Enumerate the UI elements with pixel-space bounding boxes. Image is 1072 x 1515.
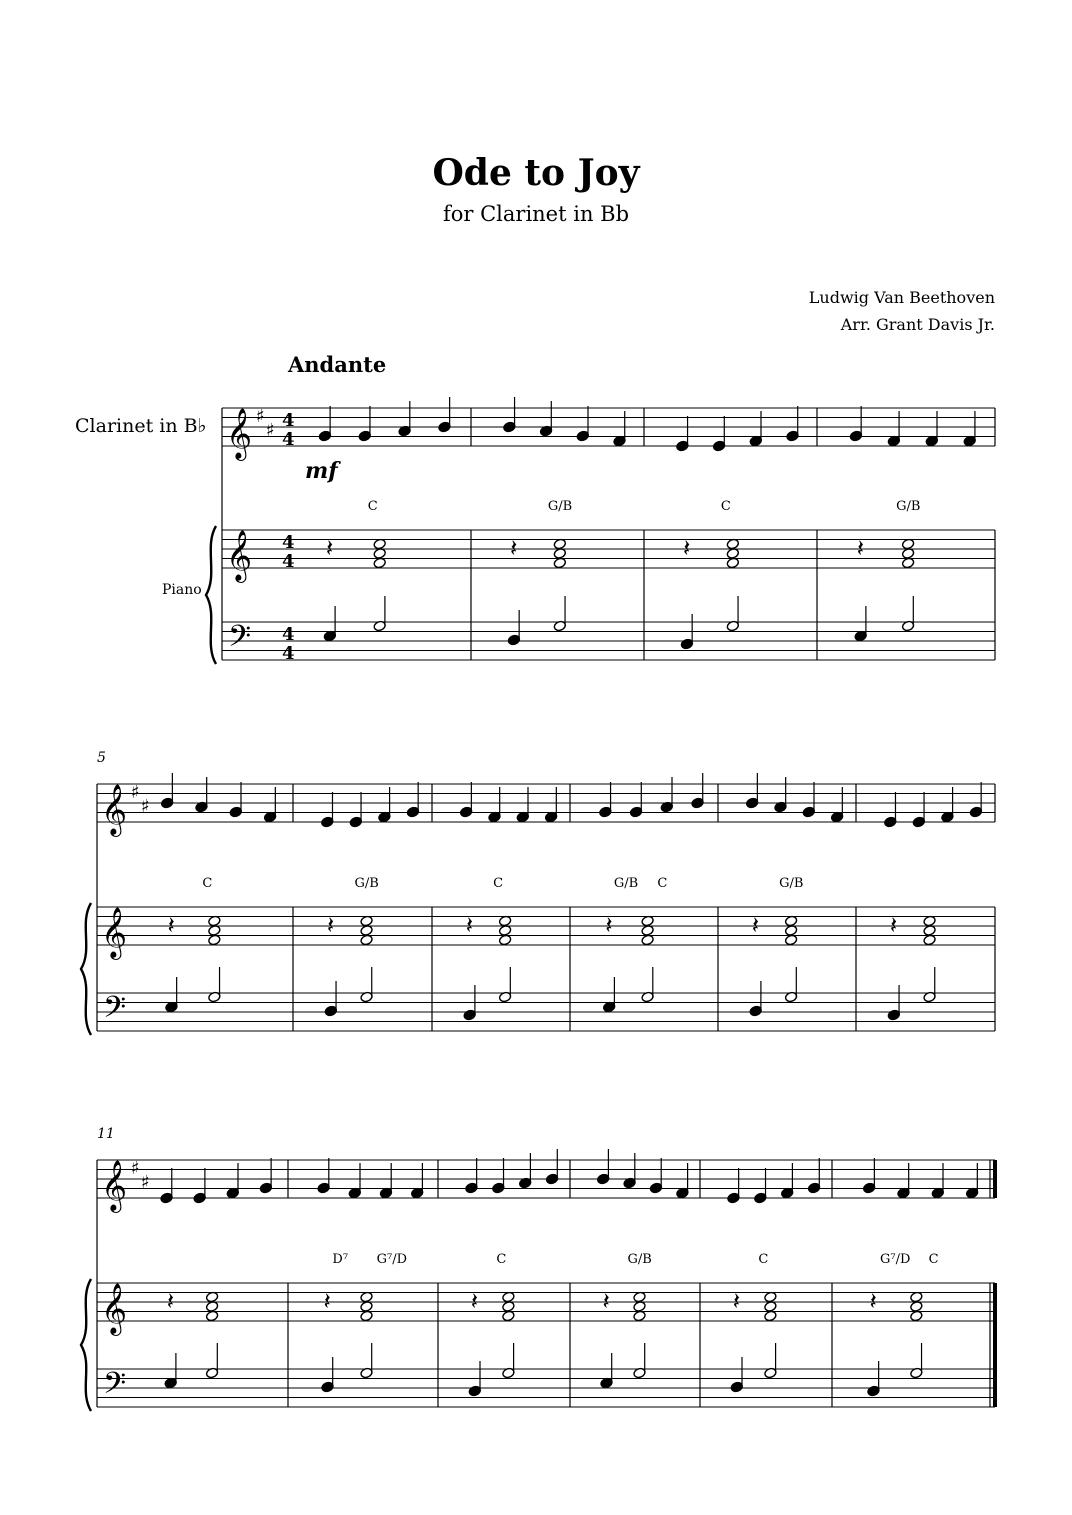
melody-note (492, 1158, 505, 1194)
measure-number: 11 (97, 1126, 115, 1142)
bass-note (165, 977, 178, 1013)
melody-note (379, 1163, 392, 1199)
melody-note (727, 1168, 740, 1204)
melody-note (226, 1163, 239, 1199)
final-barline (993, 1160, 997, 1198)
melody-note (774, 777, 787, 813)
melody-note (754, 1168, 767, 1204)
sharp-icon: ♯ (131, 782, 140, 803)
quarter-rest-icon: 𝄽 (732, 1287, 741, 1315)
quarter-rest-icon: 𝄽 (166, 1287, 175, 1315)
quarter-rest-icon: 𝄽 (682, 534, 691, 562)
sharp-icon: ♯ (266, 420, 275, 441)
melody-note (965, 1163, 978, 1199)
bass-note (633, 1343, 646, 1379)
quarter-rest-icon: 𝄽 (509, 534, 518, 562)
melody-note (539, 401, 552, 437)
bass-note (730, 1357, 743, 1393)
piano-brace (81, 903, 91, 1035)
melody-note (941, 787, 954, 823)
melody-note (629, 782, 642, 818)
time-signature-numerator: 4 (282, 624, 295, 645)
chord-symbol: G/B (354, 876, 379, 891)
treble-clef-icon: 𝄞 (101, 1283, 128, 1334)
melody-note (160, 773, 173, 809)
piano-treble-staff (222, 530, 995, 568)
melody-note (516, 787, 529, 823)
melody-note (488, 787, 501, 823)
bass-note (164, 1353, 177, 1389)
bass-note (498, 967, 511, 1003)
bass-note (507, 610, 520, 646)
melody-note (263, 787, 276, 823)
melody-note (676, 1163, 689, 1199)
quarter-rest-icon: 𝄽 (869, 1287, 877, 1315)
melody-note (623, 1153, 636, 1189)
bass-note (321, 1357, 334, 1393)
melody-note (545, 1149, 558, 1185)
sharp-icon: ♯ (141, 1172, 150, 1193)
melody-note (321, 792, 334, 828)
time-signature-denominator: 4 (282, 551, 295, 572)
sharp-icon: ♯ (256, 406, 265, 427)
chord-symbol: C (202, 876, 213, 891)
melody-note (897, 1163, 910, 1199)
chord-symbol: G/B (627, 1252, 652, 1267)
melody-note (599, 782, 612, 818)
melody-note (969, 782, 982, 818)
bass-clef-icon: 𝄢 (228, 620, 252, 661)
quarter-rest-icon: 𝄽 (470, 1287, 479, 1315)
bass-note (603, 977, 616, 1013)
bass-note (323, 606, 336, 642)
quarter-rest-icon: 𝄽 (323, 1287, 331, 1315)
melody-note (613, 411, 626, 447)
piano-label: Piano (162, 582, 202, 598)
melody-note (193, 1168, 206, 1204)
quarter-rest-icon: 𝄽 (167, 911, 175, 939)
quarter-rest-icon: 𝄽 (856, 534, 865, 562)
chord-symbol: C (720, 499, 731, 514)
quarter-rest-icon: 𝄽 (751, 911, 760, 939)
chord-symbol: C (657, 876, 668, 891)
time-signature-denominator: 4 (282, 429, 295, 450)
piano-brace (206, 526, 216, 664)
chord-symbol: C (496, 1252, 507, 1267)
melody-note (317, 1158, 330, 1194)
bass-note (641, 967, 654, 1003)
composer-name: Ludwig Van Beethoven (808, 288, 995, 307)
melody-note (691, 773, 704, 809)
chord-symbol: G⁷/D (880, 1252, 911, 1267)
melody-note (544, 787, 557, 823)
quarter-rest-icon: 𝄽 (465, 911, 474, 939)
melody-note (378, 787, 391, 823)
bass-note (923, 967, 936, 1003)
melody-note (195, 777, 208, 813)
bass-clef-icon: 𝄢 (103, 1367, 127, 1408)
melody-note (259, 1158, 272, 1194)
bass-note (784, 967, 797, 1003)
melody-note (830, 787, 843, 823)
piano-bass-staff (97, 993, 995, 1031)
bass-note (360, 967, 373, 1003)
clarinet-staff (222, 408, 995, 446)
melody-note (597, 1149, 610, 1185)
melody-note (887, 411, 900, 447)
melody-note (465, 1158, 478, 1194)
melody-note (318, 406, 331, 442)
bass-clef-icon: 𝄢 (103, 991, 127, 1032)
bass-note (901, 596, 914, 632)
bass-note (360, 1343, 373, 1379)
melody-note (931, 1163, 944, 1199)
piano-brace (81, 1279, 91, 1411)
melody-note (786, 406, 799, 442)
quarter-rest-icon: 𝄽 (325, 534, 334, 562)
melody-note (802, 782, 815, 818)
treble-clef-icon: 𝄞 (226, 408, 253, 459)
piece-title: Ode to Joy (432, 152, 640, 194)
arranger-name: Arr. Grant Davis Jr. (840, 315, 995, 334)
melody-note (807, 1158, 820, 1194)
melody-note (229, 782, 242, 818)
chord-symbol: G/B (896, 499, 921, 514)
chord-symbol: C (758, 1252, 769, 1267)
melody-note (676, 416, 689, 452)
bass-note (553, 596, 566, 632)
melody-note (749, 411, 762, 447)
treble-clef-icon: 𝄞 (101, 1160, 128, 1211)
melody-note (862, 1158, 875, 1194)
melody-note (348, 1163, 361, 1199)
melody-note (519, 1153, 532, 1189)
melody-note (503, 397, 516, 433)
chord-symbol: G/B (547, 499, 573, 514)
bass-note (324, 981, 337, 1017)
quarter-rest-icon: 𝄽 (326, 911, 335, 939)
melody-note (438, 397, 451, 433)
bass-note (726, 596, 739, 632)
time-signature-numerator: 4 (282, 410, 295, 431)
piano-treble-staff (97, 907, 995, 945)
piece-subtitle: for Clarinet in Bb (442, 202, 630, 226)
treble-clef-icon: 𝄞 (101, 784, 128, 835)
piano-bass-staff (97, 1369, 995, 1407)
treble-clef-icon: 𝄞 (226, 530, 253, 581)
melody-note (912, 792, 925, 828)
measure-number: 5 (97, 750, 106, 766)
bass-note (205, 1343, 218, 1379)
chord-symbol: G/B (779, 876, 804, 891)
melody-note (406, 782, 419, 818)
sharp-icon: ♯ (131, 1158, 140, 1179)
chord-symbol: C (928, 1252, 939, 1267)
time-signature-denominator: 4 (282, 643, 295, 664)
chord-symbol: C (493, 876, 504, 891)
bass-note (600, 1353, 613, 1389)
quarter-rest-icon: 𝄽 (889, 911, 898, 939)
melody-note (849, 406, 862, 442)
tempo-marking: Andante (288, 352, 387, 377)
final-barline (993, 1283, 997, 1407)
melody-note (745, 773, 758, 809)
quarter-rest-icon: 𝄽 (602, 1287, 610, 1315)
melody-note (411, 1163, 424, 1199)
melody-note (660, 777, 673, 813)
sharp-icon: ♯ (141, 796, 150, 817)
melody-note (349, 792, 362, 828)
time-signature-numerator: 4 (282, 532, 295, 553)
melody-note (712, 416, 725, 452)
clarinet-label: Clarinet in B♭ (75, 415, 207, 437)
chord-symbol: C (367, 499, 378, 514)
bass-note (749, 981, 762, 1017)
melody-note (160, 1168, 173, 1204)
melody-note (576, 406, 589, 442)
bass-note (502, 1343, 515, 1379)
bass-note (764, 1343, 777, 1379)
bass-note (910, 1343, 923, 1379)
treble-clef-icon: 𝄞 (101, 907, 128, 958)
piano-bass-staff (222, 622, 995, 660)
bass-note (208, 967, 221, 1003)
melody-note (649, 1158, 662, 1194)
melody-note (781, 1163, 794, 1199)
melody-note (459, 782, 472, 818)
melody-note (884, 792, 897, 828)
chord-symbol: D⁷ (332, 1252, 349, 1267)
chord-symbol: G⁷/D (376, 1252, 408, 1267)
melody-note (398, 401, 411, 437)
quarter-rest-icon: 𝄽 (605, 911, 613, 939)
chord-symbol: G/B (613, 876, 639, 891)
melody-note (925, 411, 938, 447)
melody-note (358, 406, 371, 442)
piano-treble-staff (97, 1283, 995, 1321)
melody-note (963, 411, 976, 447)
dynamic-mf: mf (305, 458, 338, 484)
bass-note (373, 596, 386, 632)
bass-note (854, 606, 867, 642)
